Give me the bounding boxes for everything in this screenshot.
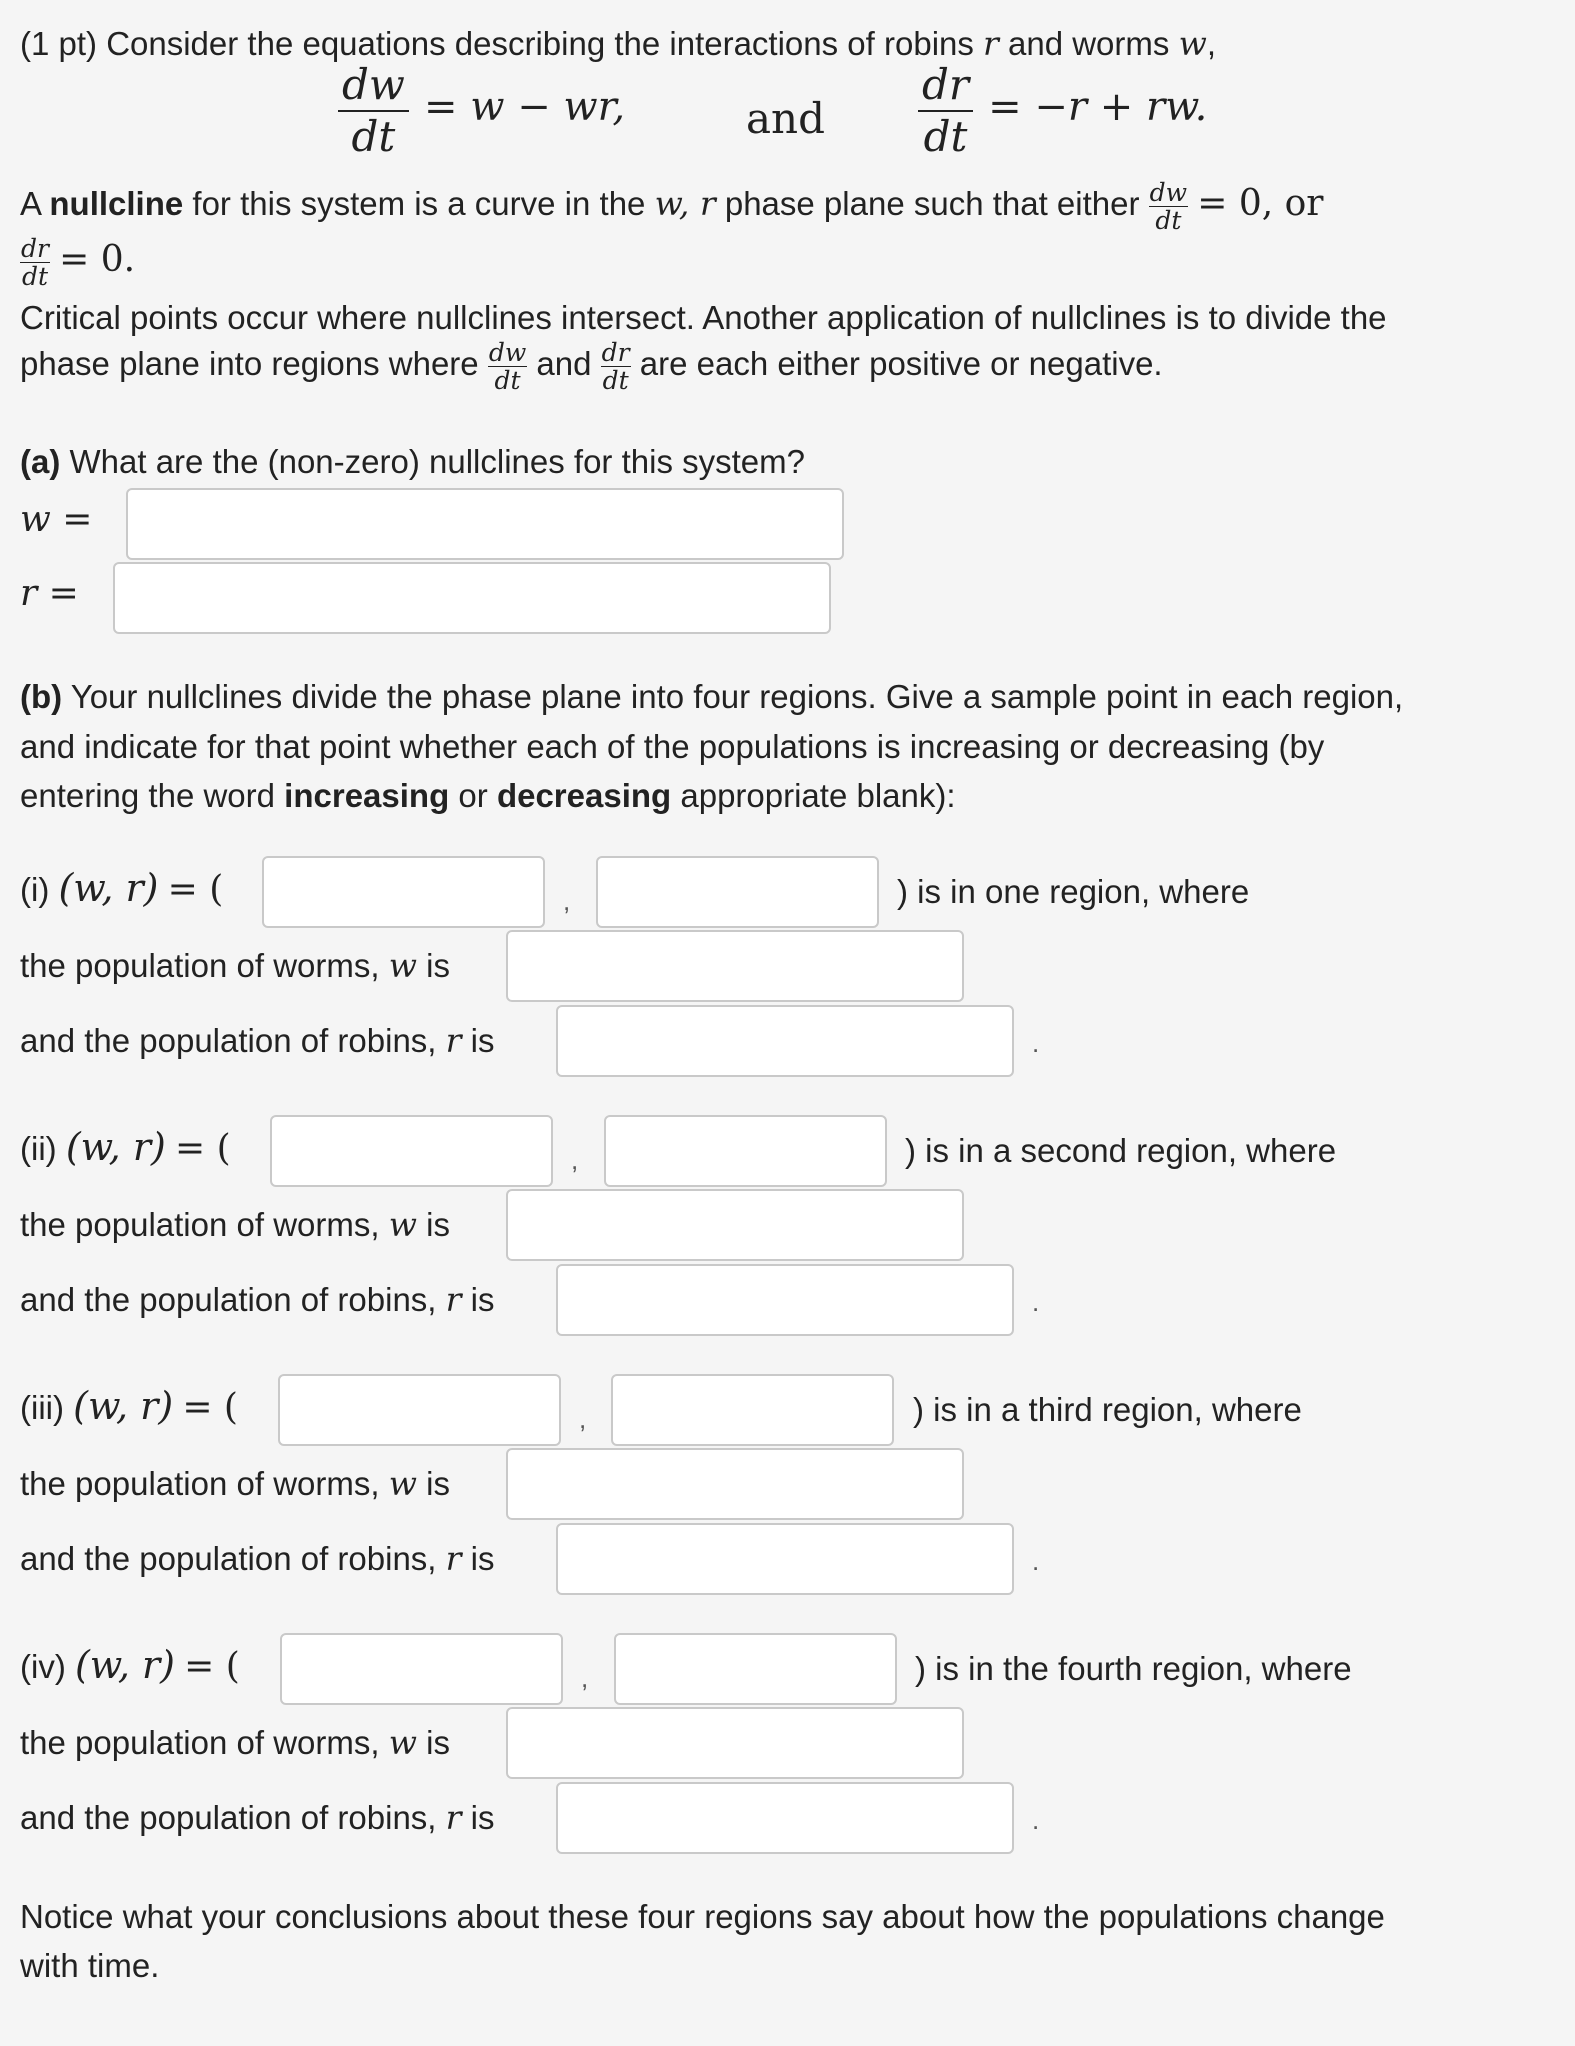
region-1-suffix: ) is in one region, where [897, 873, 1250, 910]
region-2-robins-label: and the population of robins, r is [20, 1280, 495, 1319]
part-a-question: (a) What are the (non-zero) nullclines for this system? [20, 443, 805, 480]
region-3-worms-label: the population of worms, w is [20, 1464, 450, 1503]
dw-dt-inline: $\frac{dw}{dt}$ [1149, 178, 1188, 235]
decreasing-keyword: decreasing [496, 777, 672, 814]
region-2-suffix: ) is in a second region, where [905, 1132, 1337, 1169]
region-1-period: . [1032, 1028, 1040, 1058]
part-b-line-3: entering the word increasing or decreasing appropriate blank): [20, 777, 956, 814]
critical-points-line-2: phase plane into regions where $\frac{dw}{dt}$ and $\frac{dr}{dt}$ are each either positive or negative. [20, 338, 1163, 395]
region-4-worms-label: the population of worms, w is [20, 1723, 450, 1762]
region-1-worms-input[interactable] [506, 930, 964, 1002]
region-1-robins-input[interactable] [556, 1005, 1014, 1077]
region-3-period: . [1032, 1546, 1040, 1576]
region-4-r-input[interactable] [614, 1633, 897, 1705]
region-2-worms-input[interactable] [506, 1189, 964, 1261]
region-3-separator: , [579, 1404, 587, 1434]
display-equation [338, 60, 626, 161]
region-3-robins-label: and the population of robins, r is [20, 1539, 495, 1578]
intro-line [20, 24, 1216, 64]
closing-line-2: with time. [20, 1947, 160, 1984]
nullcline-definition: A nullcline for this system is a curve in the w, r phase plane such that either $\frac{dw}{dt}$ = 0, or [20, 178, 1324, 235]
robins-var: r [983, 24, 999, 63]
rhs-robins: = −r + rw. [988, 83, 1208, 130]
region-2-separator: , [571, 1145, 579, 1175]
dw-dt-fraction: $\frac{dw}{dt}$ [338, 64, 409, 158]
region-4-suffix: ) is in the fourth region, where [915, 1650, 1352, 1687]
nullcline-definition-2: $\frac{dr}{dt}$ = 0. [21, 234, 136, 291]
increasing-keyword: increasing [284, 777, 450, 814]
intro-comma: , [1206, 25, 1216, 62]
w-nullcline-input[interactable] [126, 488, 844, 560]
region-3-r-input[interactable] [611, 1374, 894, 1446]
intro-text-2: and worms [1008, 25, 1170, 62]
closing-line-1: Notice what your conclusions about these four regions say about how the populations change [20, 1898, 1385, 1935]
region-1-worms-label: the population of worms, w is [20, 946, 450, 985]
critical-points-line-1: Critical points occur where nullclines intersect. Another application of nullclines is to divide the [20, 299, 1387, 336]
region-3-robins-input[interactable] [556, 1523, 1014, 1595]
worms-var: w [1178, 24, 1207, 63]
region-4-label: (iv) (w, r) = ( [20, 1643, 240, 1687]
region-4-period: . [1032, 1805, 1040, 1835]
region-3-worms-input[interactable] [506, 1448, 964, 1520]
display-equation-2 [918, 60, 1208, 161]
r-nullcline-input[interactable] [113, 562, 831, 634]
region-2-r-input[interactable] [604, 1115, 887, 1187]
region-1-robins-label: and the population of robins, r is [20, 1021, 495, 1060]
region-4-robins-input[interactable] [556, 1782, 1014, 1854]
region-4-robins-label: and the population of robins, r is [20, 1798, 495, 1837]
rhs-worms: = w − wr, [424, 83, 626, 130]
region-1-w-input[interactable] [262, 856, 545, 928]
region-4-separator: , [581, 1663, 589, 1693]
intro-text: (1 pt) Consider the equations describing the interactions of robins [20, 25, 974, 62]
w-nullcline-label: w = [20, 499, 93, 540]
equation-and: and [746, 94, 825, 143]
part-b-line-1: (b) Your nullclines divide the phase plane into four regions. Give a sample point in each region, [20, 678, 1404, 715]
r-nullcline-label: r = [20, 573, 79, 614]
dr-dt-inline: $\frac{dr}{dt}$ [21, 234, 49, 291]
region-1-label: (i) (w, r) = ( [20, 866, 224, 910]
region-1-separator: , [563, 886, 571, 916]
region-2-robins-input[interactable] [556, 1264, 1014, 1336]
part-b-line-2: and indicate for that point whether each of the populations is increasing or decreasing (by [20, 728, 1325, 765]
region-2-worms-label: the population of worms, w is [20, 1205, 450, 1244]
region-4-w-input[interactable] [280, 1633, 563, 1705]
region-2-period: . [1032, 1287, 1040, 1317]
dr-dt-fraction: $\frac{dr}{dt}$ [918, 64, 973, 158]
region-4-worms-input[interactable] [506, 1707, 964, 1779]
region-2-w-input[interactable] [270, 1115, 553, 1187]
region-3-w-input[interactable] [278, 1374, 561, 1446]
region-1-r-input[interactable] [596, 856, 879, 928]
dr-dt-inline-2: $\frac{dr}{dt}$ [601, 338, 630, 395]
region-2-label: (ii) (w, r) = ( [20, 1125, 231, 1169]
region-3-label: (iii) (w, r) = ( [20, 1384, 238, 1428]
region-3-suffix: ) is in a third region, where [913, 1391, 1302, 1428]
nullcline-term: nullcline [49, 185, 184, 223]
dw-dt-inline-2: $\frac{dw}{dt}$ [488, 338, 527, 395]
